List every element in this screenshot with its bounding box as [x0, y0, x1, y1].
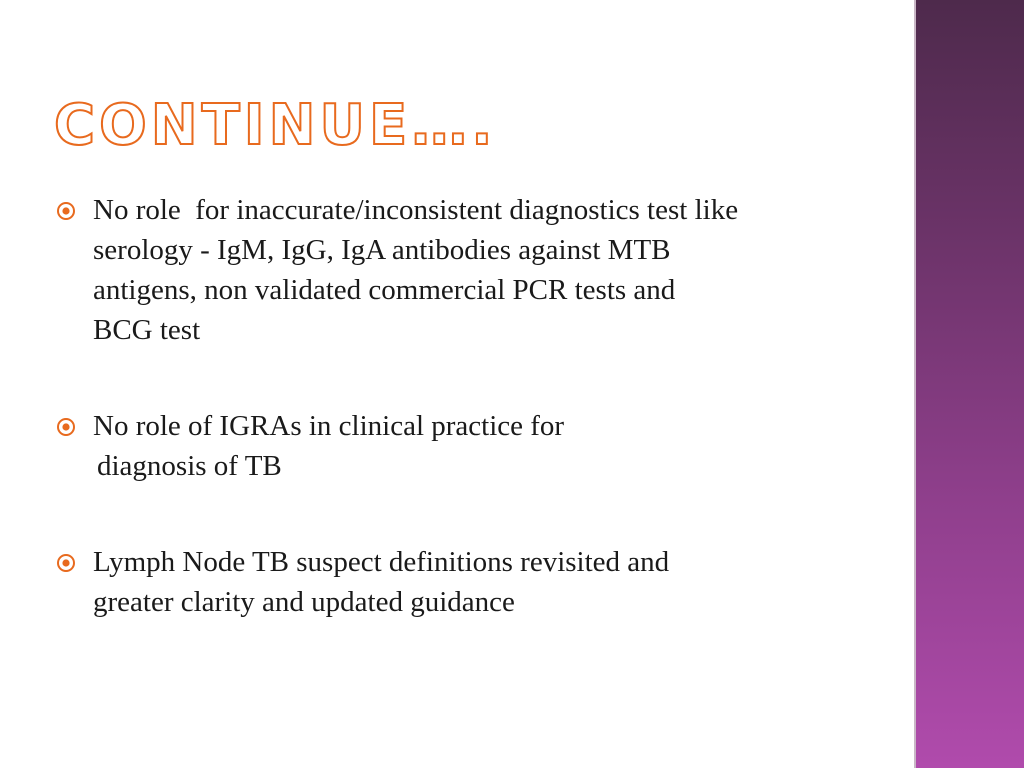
slide-title: CONTINUE…. — [54, 93, 497, 158]
bullet-line: Lymph Node TB suspect definitions revisited and — [93, 546, 670, 578]
bullet-list — [56, 190, 886, 622]
side-decorative-band — [914, 0, 1024, 768]
circled-dot-bullet-icon — [56, 201, 76, 221]
spacer — [56, 350, 886, 406]
bullet-line: diagnosis of TB — [97, 450, 282, 482]
circled-dot-bullet-icon — [56, 417, 76, 437]
bullet-line: greater clarity and updated guidance — [93, 586, 515, 618]
bullet-line: No role for inaccurate/inconsistent diagnostics test like — [93, 194, 739, 226]
bullet-item — [56, 190, 886, 350]
bullet-line: No role of IGRAs in clinical practice for — [93, 410, 565, 442]
bullet-line: serology - IgM, IgG, IgA antibodies against MTB — [93, 234, 671, 266]
bullet-line: antigens, non validated commercial PCR tests and — [93, 274, 676, 306]
circled-dot-bullet-icon — [56, 553, 76, 573]
bullet-item — [56, 406, 886, 486]
bullet-item — [56, 542, 886, 622]
bullet-line: BCG test — [93, 314, 201, 346]
spacer — [56, 486, 886, 542]
